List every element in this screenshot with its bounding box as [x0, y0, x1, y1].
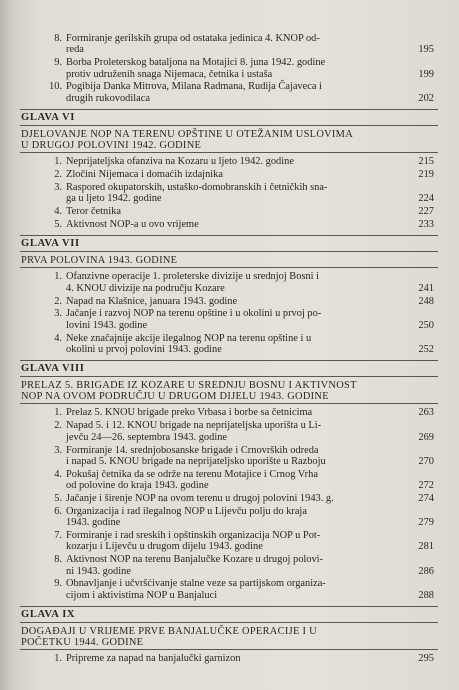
entry-text: Formiranje gerilskih grupa od ostataka jedinica 4. KNOP od- — [66, 33, 320, 44]
entry-text: Jačanje i širenje NOP na ovom terenu u drugoj polovini 1943. g. — [66, 492, 334, 504]
entry-text: Raspored okupatorskih, ustaško-domobranskih i četničkih sna- — [66, 182, 328, 193]
entry-text: i napad 5. KNOU brigade na neprijateljsko uporište u Razboju — [66, 455, 326, 467]
entry-number: 7. — [54, 530, 62, 541]
chapter-heading: GLAVA IX — [21, 608, 76, 620]
entry-number: 1. — [54, 271, 62, 283]
entry-page-number: 219 — [418, 169, 434, 181]
entry-page-number: 269 — [418, 431, 434, 443]
section-rule-middle — [20, 376, 438, 377]
chapter-heading: GLAVA VII — [21, 238, 80, 249]
entry-number: 3. — [54, 308, 62, 320]
entry-page-number: 250 — [418, 319, 434, 331]
entry-page-number: 295 — [418, 653, 434, 665]
entry-text: Jačanje i razvoj NOP na terenu opštine i u okolini u prvoj po- — [66, 308, 322, 320]
entry-number: 1. — [54, 407, 62, 419]
entry-number: 1. — [54, 156, 62, 168]
entry-page-number: 199 — [418, 68, 434, 80]
entry-text: Pripreme za napad na banjalučki garnizon — [66, 653, 241, 665]
entry-text: lovini 1943. godine — [66, 319, 148, 331]
section-rule-bottom — [20, 267, 438, 268]
entry-number: 3. — [54, 444, 62, 456]
entry-text: ga u ljeto 1942. godine — [66, 193, 162, 205]
section-rule-middle — [20, 622, 438, 623]
entry-page-number: 233 — [418, 219, 434, 231]
section-rule-top — [20, 360, 438, 361]
entry-number: 10. — [49, 81, 62, 93]
section-rule-middle — [20, 125, 438, 126]
entry-text: jevču 24—26. septembra 1943. godine — [66, 431, 228, 443]
entry-text: Aktivnost NOP-a u ovo vrijeme — [66, 219, 199, 231]
section-rule-top — [20, 606, 438, 607]
entry-number: 5. — [54, 219, 62, 231]
entry-number: 2. — [54, 295, 62, 307]
section-rule-middle — [20, 251, 438, 252]
entry-number: 4. — [54, 468, 62, 480]
entry-page-number: 281 — [418, 541, 434, 553]
entry-page-number: 288 — [418, 589, 434, 601]
entry-number: 9. — [54, 57, 62, 69]
entry-number: 4. — [54, 206, 62, 218]
section-rule-bottom — [20, 403, 438, 404]
section-rule-top — [20, 235, 438, 236]
entry-text: Ofanzivne operacije 1. proleterske divizije u srednjoj Bosni i — [66, 271, 320, 283]
entry-text: Pogibija Danka Mitrova, Milana Radmana, Rudija Čajaveca i — [66, 81, 322, 93]
entry-page-number: 272 — [418, 480, 434, 491]
entry-text: Pokušaj četnika da se održe na terenu Motajice i Crnog Vrha — [66, 468, 318, 480]
entry-text: Formiranje 14. srednjobosanske brigade i Crnovrških odreda — [66, 444, 319, 456]
entry-text: cijom i aktivistima NOP u Banjaluci — [66, 589, 218, 601]
entry-text: Prelaz 5. KNOU brigade preko Vrbasa i borbe sa četnicima — [66, 407, 313, 419]
section-rule-bottom — [20, 649, 438, 650]
entry-text: Zločini Nijemaca i domaćih izdajnika — [66, 169, 223, 181]
entry-page-number: 270 — [418, 455, 434, 467]
entry-page-number: 241 — [418, 282, 434, 294]
entry-text: 1943. godine — [66, 517, 121, 529]
chapter-title-line: U DRUGOJ POLOVINI 1942. GODINE — [21, 139, 202, 151]
entry-number: 2. — [54, 420, 62, 432]
entry-page-number: 224 — [418, 193, 434, 205]
entry-number: 5. — [54, 492, 62, 504]
entry-text: 4. KNOU divizije na području Kozare — [66, 282, 225, 294]
entry-text: okolini u prvoj polovini 1943. godine — [66, 343, 222, 355]
chapter-heading: GLAVA VI — [21, 111, 75, 123]
chapter-title-line: DOGAĐAJI U VRIJEME PRVE BANJALUČKE OPERACIJE I U — [21, 625, 317, 637]
entry-page-number: 202 — [418, 92, 434, 104]
chapter-title-line: PRELAZ 5. BRIGADE IZ KOZARE U SREDNJU BOSNU I AKTIVNOST — [21, 379, 357, 391]
entry-page-number: 286 — [418, 565, 434, 577]
entry-text: reda — [66, 44, 84, 56]
entry-number: 2. — [54, 169, 62, 181]
entry-number: 3. — [54, 182, 62, 193]
entry-text: Borba Proleterskog bataljona na Motajici 8. juna 1942. godine — [66, 57, 326, 69]
entry-text: od polovine do kraja 1943. godine — [66, 480, 209, 491]
chapter-title-line: PRVA POLOVINA 1943. GODINE — [21, 255, 178, 266]
entry-text: Napad na Klašnice, januara 1943. godine — [66, 295, 238, 307]
entry-text: Obnavljanje i učvršćivanje stalne veze sa partijskom organiza- — [66, 578, 326, 590]
entry-page-number: 248 — [418, 295, 434, 307]
entry-number: 6. — [54, 505, 62, 517]
entry-text: Neke značajnije akcije ilegalnog NOP na terenu opštine i u — [66, 332, 312, 344]
entry-number: 8. — [54, 554, 62, 566]
entry-text: Teror četnika — [66, 206, 121, 218]
entry-page-number: 227 — [418, 206, 434, 218]
chapter-title-line: POČETKU 1944. GODINE — [21, 636, 144, 648]
entry-number: 4. — [54, 332, 62, 344]
section-rule-top — [20, 109, 438, 110]
entry-number: 1. — [54, 653, 62, 665]
entry-text: drugih rukovodilaca — [66, 92, 150, 104]
entry-text: Napad 5. i 12. KNOU brigade na neprijateljska uporišta u Li- — [66, 420, 322, 432]
chapter-heading: GLAVA VIII — [21, 362, 85, 374]
entry-page-number: 279 — [418, 517, 434, 529]
entry-text: Formiranje i rad sreskih i opštinskih organizacija NOP u Pot- — [66, 530, 321, 541]
entry-page-number: 263 — [418, 407, 434, 419]
entry-page-number: 252 — [418, 343, 434, 355]
entry-text: Organizacija i rad ilegalnog NOP u Lijevču polju do kraja — [66, 505, 307, 517]
entry-page-number: 215 — [418, 156, 434, 168]
chapter-title-line: DJELOVANJE NOP NA TERENU OPŠTINE U OTEŽANIM USLOVIMA — [21, 128, 354, 140]
entry-text: Aktivnost NOP na terenu Banjalučke Kozare u drugoj polovi- — [66, 554, 324, 566]
entry-number: 8. — [54, 33, 62, 44]
entry-text: protiv udruženih snaga Nijemaca, četnika i ustaša — [66, 68, 273, 80]
entry-text: Neprijateljska ofanziva na Kozaru u ljeto 1942. godine — [66, 156, 294, 168]
chapter-title-line: NOP NA OVOM PODRUČJU U DRUGOM DIJELU 1943. GODINE — [21, 391, 329, 403]
entry-page-number: 274 — [418, 492, 434, 504]
entry-text: kozarju i Lijevču u drugom dijelu 1943. godine — [66, 541, 263, 553]
entry-number: 9. — [54, 578, 62, 590]
entry-text: ni 1943. godine — [66, 565, 131, 577]
entry-page-number: 195 — [418, 44, 434, 56]
section-rule-bottom — [20, 152, 438, 153]
